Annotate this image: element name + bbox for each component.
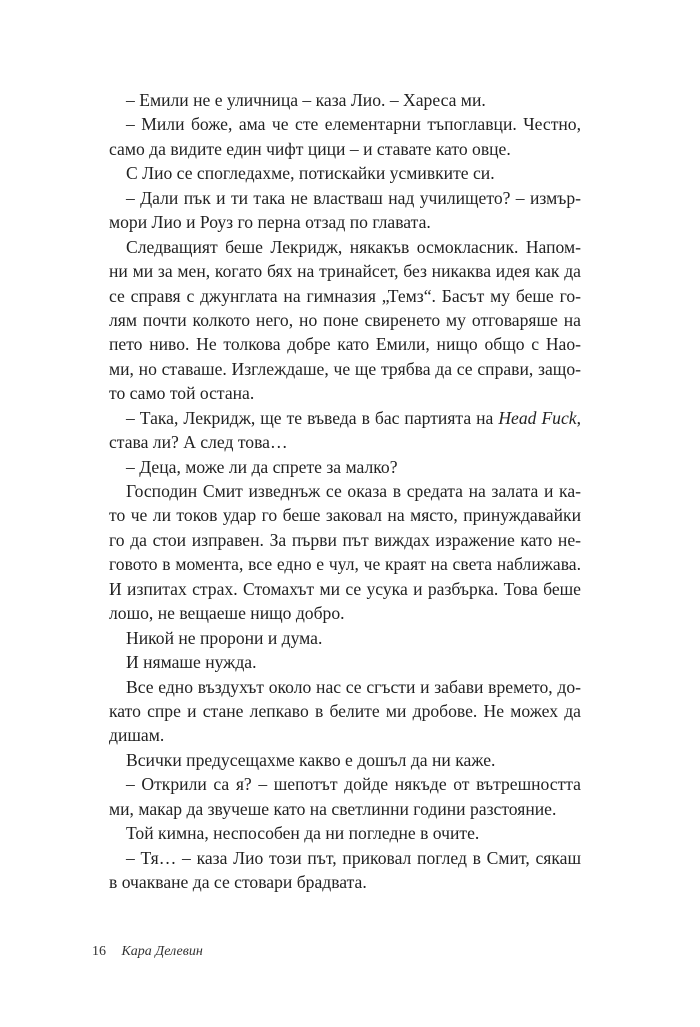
text-line-content: става ли? А след това… — [109, 432, 288, 453]
text-line — [109, 846, 581, 870]
text-line — [109, 455, 581, 479]
text-line-content: лошо, не вещаеше нищо добро. — [109, 603, 345, 624]
italic-title: Head Fuck — [498, 407, 577, 428]
text-line-content: – Деца, може ли да спрете за малко? — [126, 456, 398, 477]
text-line — [109, 601, 581, 625]
text-line — [109, 210, 581, 234]
text-line — [109, 675, 581, 699]
text-line — [109, 626, 581, 650]
text-line — [109, 797, 581, 821]
text-line-content: само да видите един чифт цици – и ставате като овце. — [109, 138, 511, 159]
text-line — [109, 821, 581, 845]
text-line-content: мори Лио и Роуз го перна отзад по главата. — [109, 212, 431, 233]
text-line — [109, 479, 581, 503]
text-line — [109, 235, 581, 259]
page-number: 16 — [92, 944, 106, 959]
text-line-content: С Лио се спогледахме, потискайки усмивките си. — [126, 163, 495, 184]
text-line — [109, 357, 581, 381]
text-line-content: Никой не пророни и дума. — [126, 627, 323, 648]
text-line-content: Все едно въздухът около нас се сгъсти и забави времето, до- — [126, 676, 581, 697]
text-line-suffix: , — [576, 407, 582, 428]
text-line-content: – Тя… – каза Лио този път, приковал поглед в Смит, сякаш — [126, 847, 581, 868]
text-line — [109, 552, 581, 576]
text-line — [109, 308, 581, 332]
text-line — [109, 406, 581, 430]
text-line — [109, 259, 581, 283]
text-line-content: И изпитах страх. Стомахът ми се усука и разбърка. Това беше — [109, 578, 581, 599]
text-line-content: Господин Смит изведнъж се оказа в средата на залата и ка- — [126, 481, 581, 501]
text-line-content: Всички предусещахме какво е дошъл да ни каже. — [126, 749, 496, 770]
body-text — [109, 88, 581, 894]
text-line — [109, 699, 581, 723]
text-line-content: лям почти колкото него, но поне свиренето му отговаряше на — [109, 309, 581, 330]
text-line-content: като спре и стане лепкаво в белите ми дробове. Не можех да — [109, 700, 581, 721]
text-line — [109, 137, 581, 161]
text-line-content: говото в момента, все едно е чул, че краят на света наближава. — [109, 554, 581, 575]
text-line-content: пето ниво. Не толкова добре като Емили, нищо общо с Нао- — [109, 334, 581, 355]
text-line-content: ми, макар да звучеше като на светлинни години разстояние. — [109, 798, 557, 819]
text-line — [109, 503, 581, 527]
text-line-content: – Така, Лекридж, ще те въведа в бас партията на — [126, 407, 499, 428]
page-footer — [92, 944, 203, 960]
text-line — [109, 748, 581, 772]
text-line-content: – Открили са я? – шепотът дойде някъде от вътрешността — [126, 774, 581, 795]
text-line-content: го да стои изправен. За първи път виждах изражение като не- — [109, 529, 581, 550]
text-line-content: – Емили не е уличница – каза Лио. – Хареса ми. — [126, 90, 486, 110]
text-line-content: дишам. — [109, 725, 165, 746]
text-line — [109, 186, 581, 210]
text-line — [109, 870, 581, 894]
text-line-content: ни ми за мен, когато бях на тринайсет, без никаква идея как да — [109, 261, 581, 282]
text-line — [109, 430, 581, 454]
text-line-content: – Дали пък и ти така не властваш над училището? – измър- — [126, 187, 581, 208]
text-line — [109, 381, 581, 405]
text-line-content: И нямаше нужда. — [126, 652, 257, 673]
text-line — [109, 161, 581, 185]
text-line — [109, 112, 581, 136]
text-line-content: се справя с джунглата на гимназия „Темз“. Басът му беше го- — [109, 285, 581, 306]
text-line-content: – Мили боже, ама че сте елементарни тъпоглавци. Честно, — [126, 114, 581, 135]
text-line-content: то че ли токов удар го беше заковал на място, принуждавайки — [109, 505, 581, 526]
text-line-content: в очакване да се стовари брадвата. — [109, 872, 367, 892]
text-line — [109, 284, 581, 308]
text-line-content: Той кимна, неспособен да ни погледне в очите. — [126, 823, 480, 844]
text-line — [109, 332, 581, 356]
text-line-content: то само той остана. — [109, 383, 255, 404]
text-line — [109, 88, 581, 112]
text-line — [109, 650, 581, 674]
running-author: Кара Делевин — [121, 944, 203, 959]
text-line-content: Следващият беше Лекридж, някакъв осмокласник. Напом- — [126, 236, 581, 257]
text-line — [109, 772, 581, 796]
text-line-content: ми, но ставаше. Изглеждаше, че ще трябва да се справи, защо- — [109, 358, 581, 379]
text-line — [109, 723, 581, 747]
text-line — [109, 577, 581, 601]
text-line — [109, 528, 581, 552]
